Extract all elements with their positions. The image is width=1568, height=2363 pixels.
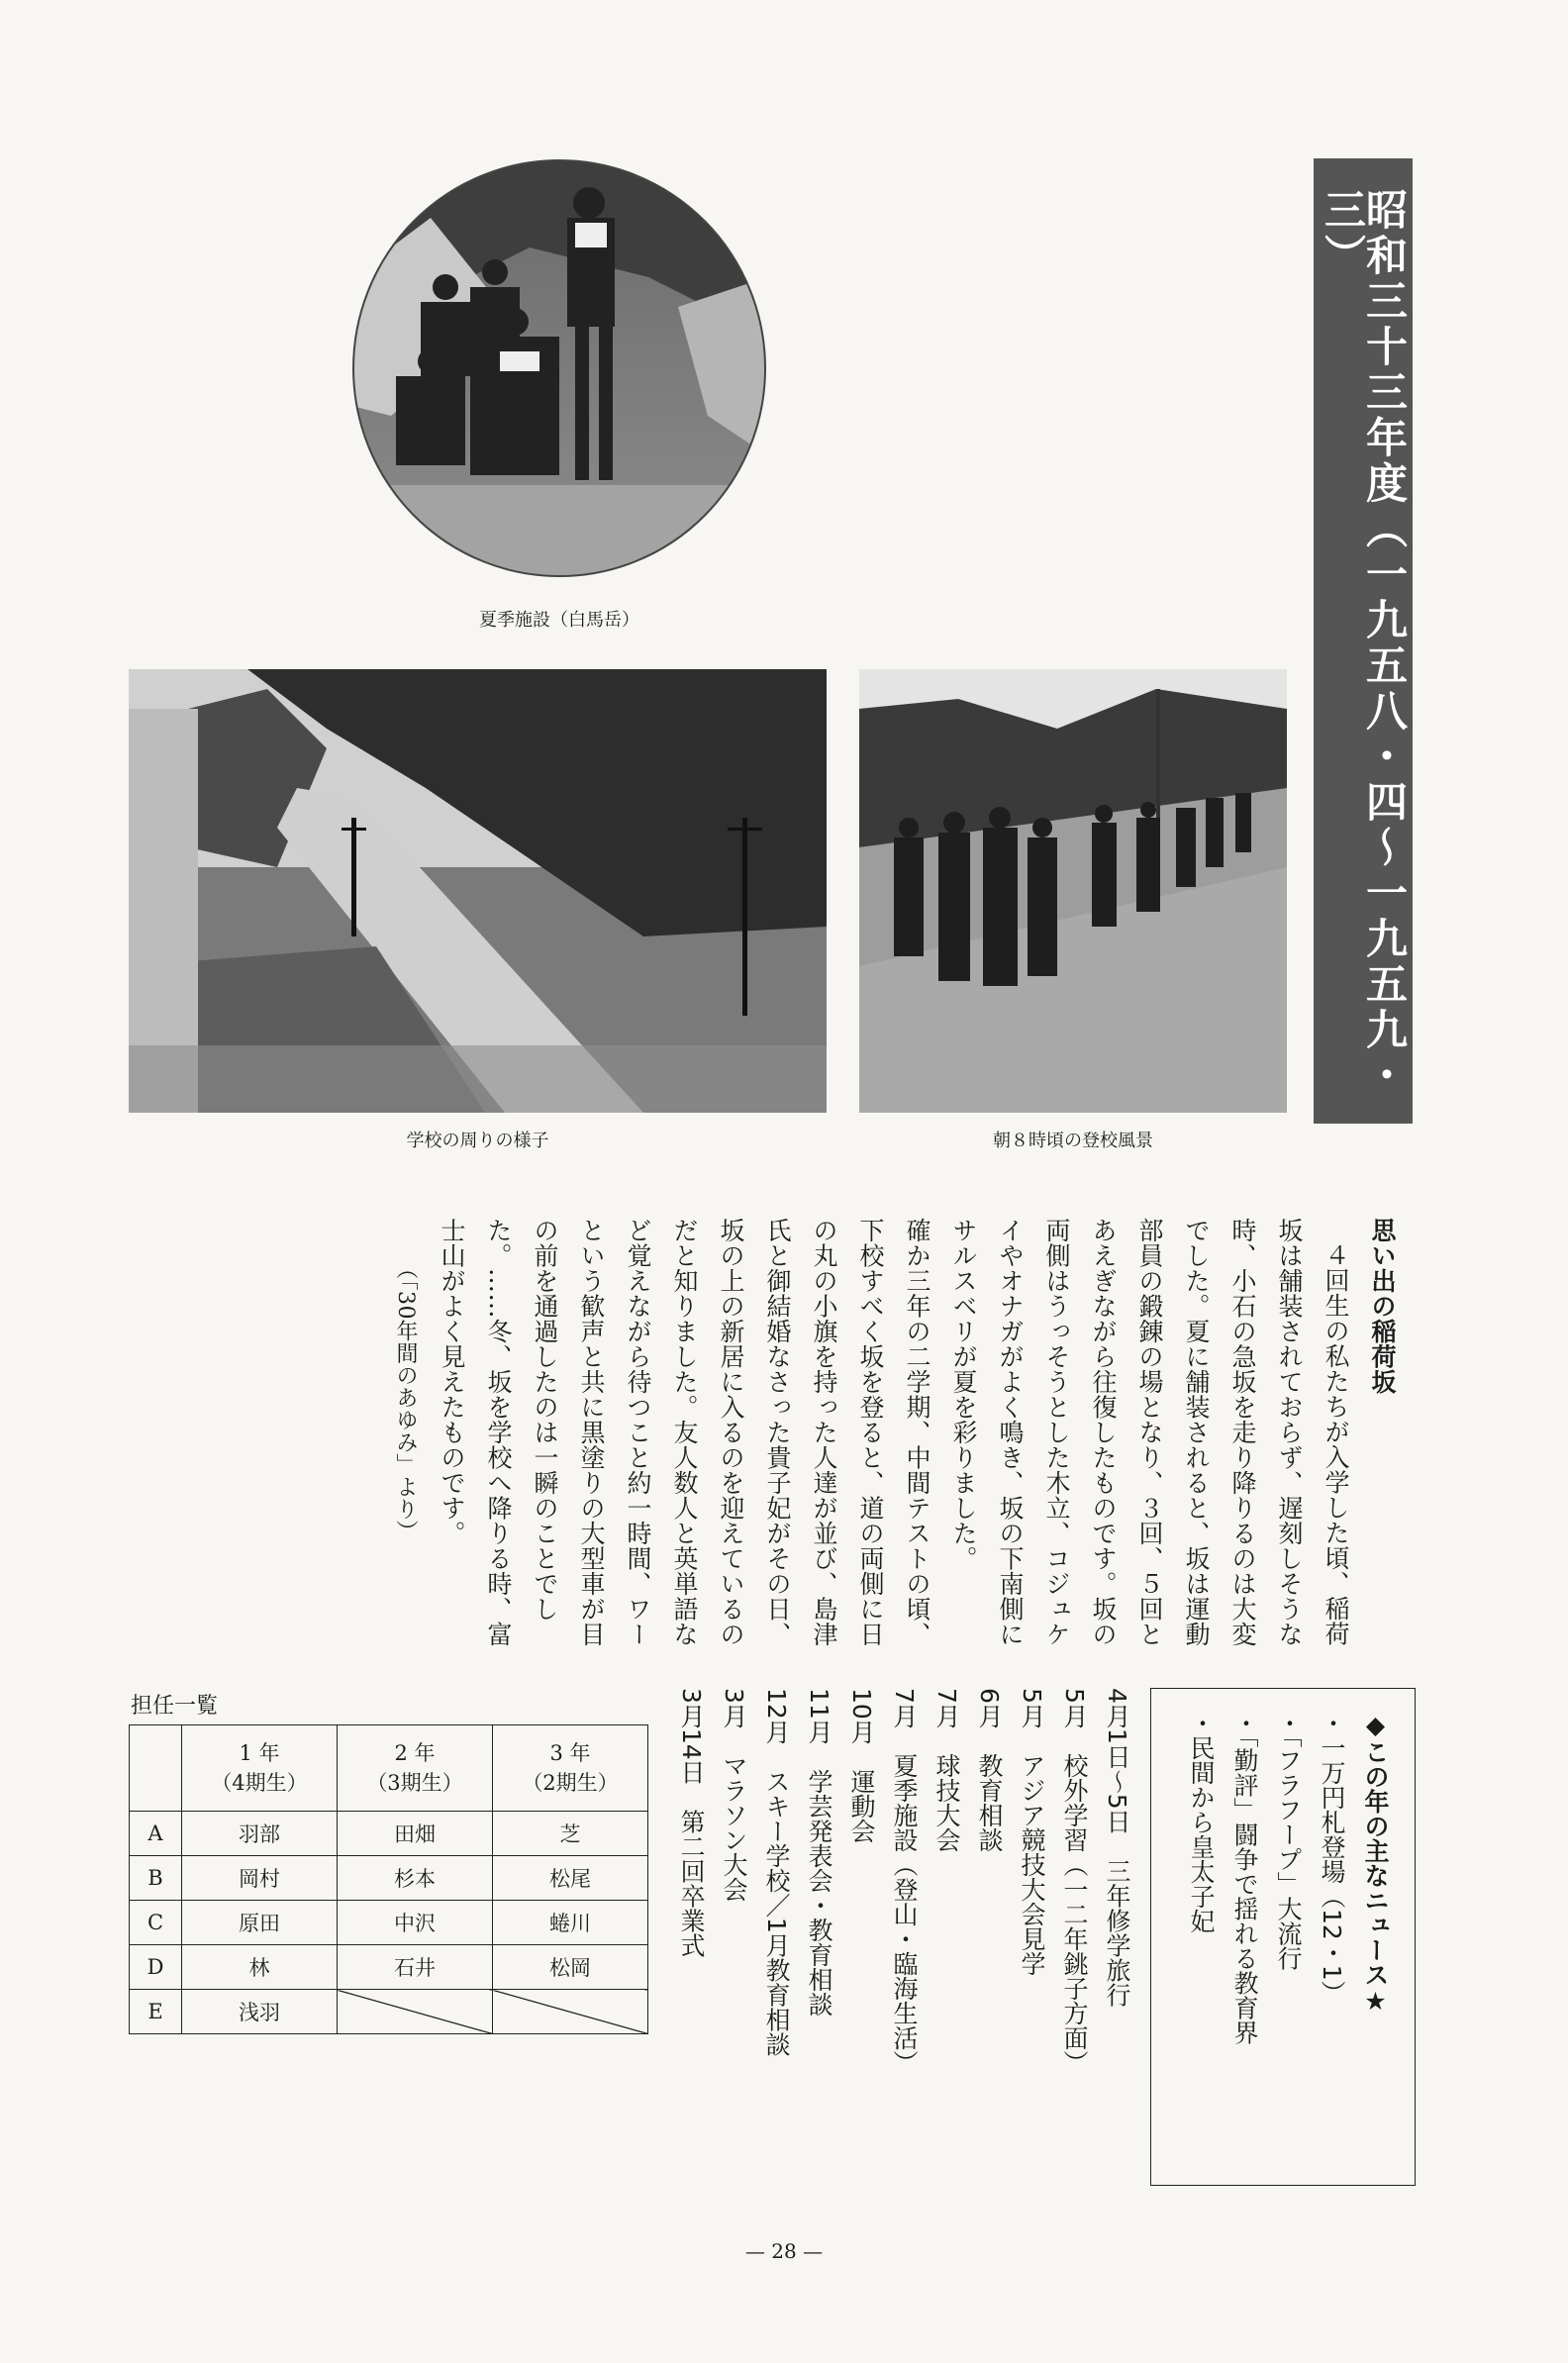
table-corner bbox=[130, 1725, 182, 1812]
teacher-cell: 原田 bbox=[182, 1901, 338, 1945]
table-header bbox=[182, 1725, 338, 1812]
news-box bbox=[1150, 1688, 1416, 2186]
table-row bbox=[130, 1812, 648, 1856]
event-date: 4月1日〜5日 bbox=[1103, 1688, 1131, 1834]
memory-paragraph-2: 確か三年の二学期、中間テストの頃、下校すべく坂を登ると、道の両側に日の丸の小旗を持った人達が並び、島津氏と御結婚なさった貴子妃がその日、坂の上の新居に入るのを迎えているのだと知りました。友人数人と英単語など覚えながら待つこと約一時間、ワーという歓声と共に黒塗りの大型車が目の前を通過したのは一瞬のことでした。……冬、坂を学校へ降りる時、富士山がよく見えたものです。 bbox=[438, 1218, 931, 1647]
event-date: 3月14日 bbox=[677, 1688, 706, 1785]
header-cohort: （2期生） bbox=[522, 1771, 619, 1795]
empty-cell bbox=[493, 1990, 648, 2034]
teacher-cell: 中沢 bbox=[338, 1901, 493, 1945]
event-item bbox=[670, 1688, 713, 2193]
event-date: 3月 bbox=[720, 1688, 748, 1728]
page-number: — 28 — bbox=[744, 2239, 824, 2263]
event-date: 7月 bbox=[932, 1688, 961, 1728]
event-date: 5月 bbox=[1018, 1688, 1046, 1728]
event-date: 6月 bbox=[975, 1688, 1004, 1728]
table-row bbox=[130, 1856, 648, 1901]
photo-morning-commute bbox=[859, 669, 1287, 1113]
news-heading: ◆この年の主なニュース★ bbox=[1361, 1711, 1390, 2016]
header-cohort: （3期生） bbox=[366, 1771, 463, 1795]
event-text: 球技大会 bbox=[932, 1752, 961, 1852]
event-item bbox=[1096, 1688, 1138, 2193]
class-label: C bbox=[130, 1901, 182, 1945]
teacher-table bbox=[129, 1724, 648, 2034]
event-item bbox=[713, 1688, 755, 2193]
event-text: マラソン大会 bbox=[720, 1752, 748, 1902]
page-title: 昭和三十三年度（一九五八・四〜一九五九・三） bbox=[1319, 188, 1409, 1099]
caption-school-surroundings: 学校の周りの様子 bbox=[406, 1131, 549, 1151]
teacher-cell: 蜷川 bbox=[493, 1901, 648, 1945]
header-year: 1 年 bbox=[239, 1741, 280, 1765]
table-row bbox=[130, 1990, 648, 2034]
header-year: 3 年 bbox=[549, 1741, 591, 1765]
teacher-cell: 岡村 bbox=[182, 1856, 338, 1901]
teacher-table-title: 担任一覧 bbox=[131, 1694, 219, 1719]
news-item: ・「フラフープ」大流行 bbox=[1274, 1711, 1303, 1971]
event-text: スキー学校／1月教育相談 bbox=[762, 1768, 791, 2057]
event-date: 10月 bbox=[847, 1688, 876, 1744]
event-item bbox=[1011, 1688, 1053, 2193]
teacher-cell: 松尾 bbox=[493, 1856, 648, 1901]
event-item bbox=[968, 1688, 1011, 2193]
news-item: ・「勤評」闘争で揺れる教育界 bbox=[1230, 1711, 1259, 2045]
photo-school-surroundings bbox=[129, 669, 827, 1113]
event-item bbox=[1053, 1688, 1096, 2193]
class-label: B bbox=[130, 1856, 182, 1901]
class-label: E bbox=[130, 1990, 182, 2034]
news-item: ・一万円札登場（12・1） bbox=[1318, 1711, 1346, 2006]
teacher-cell: 松岡 bbox=[493, 1945, 648, 1990]
memory-section bbox=[393, 1218, 1406, 1668]
news-item: ・民間から皇太子妃 bbox=[1187, 1711, 1216, 1933]
event-text: 運動会 bbox=[847, 1768, 876, 1843]
event-text: 学芸発表会・教育相談 bbox=[805, 1768, 833, 2017]
header-year: 2 年 bbox=[394, 1741, 436, 1765]
event-item bbox=[840, 1688, 883, 2193]
class-label: D bbox=[130, 1945, 182, 1990]
events-list bbox=[677, 1688, 1138, 2193]
memory-source: （「30年間のあゆみ」より） bbox=[393, 1257, 418, 1542]
caption-hakuba: 夏季施設（白馬岳） bbox=[479, 610, 639, 631]
teacher-cell: 杉本 bbox=[338, 1856, 493, 1901]
header-cohort: （4期生） bbox=[211, 1771, 308, 1795]
memory-heading: 思い出の稲荷坂 bbox=[1368, 1218, 1397, 1395]
event-date: 5月 bbox=[1060, 1688, 1089, 1728]
event-text: 校外学習（一二年銚子方面） bbox=[1060, 1752, 1089, 2075]
table-header bbox=[493, 1725, 648, 1812]
event-text: アジア競技大会見学 bbox=[1018, 1752, 1046, 1976]
event-item bbox=[883, 1688, 926, 2193]
empty-cell bbox=[338, 1990, 493, 2034]
event-text: 夏季施設（登山・臨海生活） bbox=[890, 1752, 919, 2075]
caption-morning-commute: 朝８時頃の登校風景 bbox=[993, 1131, 1153, 1151]
teacher-cell: 林 bbox=[182, 1945, 338, 1990]
event-date: 7月 bbox=[890, 1688, 919, 1728]
memory-paragraph-1: ４回生の私たちが入学した頃、稲荷坂は舗装されておらず、遅刻しそうな時、小石の急坂を走り降りるのは大変でした。夏に舗装されると、坂は運動部員の鍛錬の場となり、３回、５回とあえぎながら往復したものです。坂の両側はうっそうとした木立、コジュケイやオナガがよく鳴き、坂の下南側にサルスベリが夏を彩りました。 bbox=[949, 1218, 1350, 1647]
title-banner bbox=[1314, 158, 1413, 1124]
event-item bbox=[926, 1688, 968, 2193]
photo-hakuba bbox=[351, 158, 767, 579]
table-row bbox=[130, 1901, 648, 1945]
event-item bbox=[755, 1688, 798, 2193]
event-text: 教育相談 bbox=[975, 1752, 1004, 1852]
class-label: A bbox=[130, 1812, 182, 1856]
event-date: 11月 bbox=[805, 1688, 833, 1744]
event-date: 12月 bbox=[762, 1688, 791, 1744]
event-text: 三年修学旅行 bbox=[1103, 1858, 1131, 2008]
teacher-cell: 田畑 bbox=[338, 1812, 493, 1856]
event-text: 第二回卒業式 bbox=[677, 1809, 706, 1958]
teacher-cell: 石井 bbox=[338, 1945, 493, 1990]
table-header bbox=[338, 1725, 493, 1812]
table-header-row bbox=[130, 1725, 648, 1812]
table-row bbox=[130, 1945, 648, 1990]
teacher-cell: 羽部 bbox=[182, 1812, 338, 1856]
event-item bbox=[798, 1688, 840, 2193]
teacher-cell: 芝 bbox=[493, 1812, 648, 1856]
teacher-cell: 浅羽 bbox=[182, 1990, 338, 2034]
